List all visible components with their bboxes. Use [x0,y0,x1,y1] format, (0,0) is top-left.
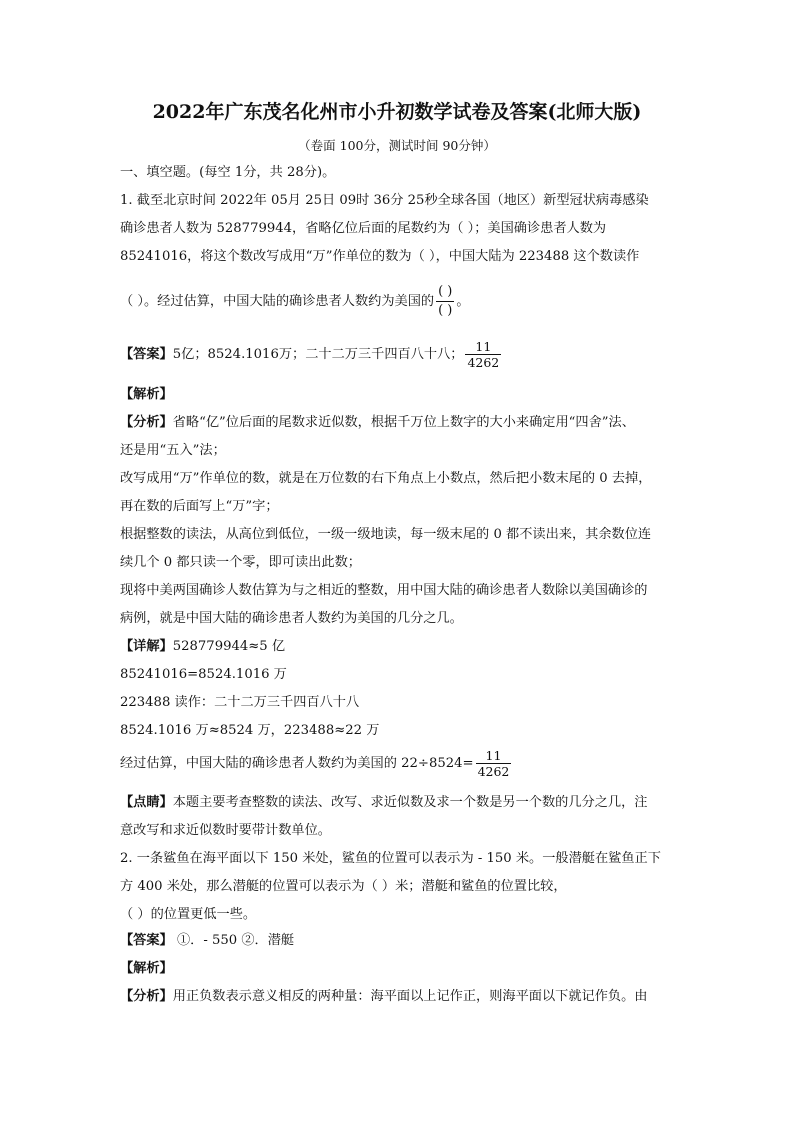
q1-xiangjie-text1: 528779944≈5 亿 [172,639,286,654]
q1-xiangjie-denominator: 4262 [477,764,510,779]
q1-blank-fraction [436,283,454,320]
q1-line4-text: （ ）。经过估算，中国大陆的确诊患者人数约为美国的 [120,294,435,309]
q1-fenxi-line4: 再在数的后面写上“万”字； [120,499,279,514]
q1-dianjing-line2: 意改写和求近似数时要带计数单位。 [120,823,331,838]
q1-line2: 确诊患者人数为 528779944，省略亿位后面的尾数约为（ ）；美国确诊患者人数为 [120,221,607,236]
q2-fenxi-text1: 用正负数表示意义相反的两种量：海平面以上记作正，则海平面以下就记作负。由 [172,989,648,1004]
q2-jiexi-label: 【解析】 [120,961,173,976]
q2-line2: 方 400 米处，那么潜艇的位置可以表示为（ ）米；潜艇和鲨鱼的位置比较， [120,879,567,894]
q1-line4-end: 。 [456,294,470,309]
q1-xiangjie-text5: 经过估算，中国大陆的确诊患者人数约为美国的 22÷8524= [120,756,474,771]
q1-xiangjie-line4: 8524.1016 万≈8524 万，223488≈22 万 [120,723,380,738]
q1-jiexi-label: 【解析】 [120,387,173,402]
page-subtitle: （卷面 100分，测试时间 90分钟） [298,138,496,153]
q2-fenxi-line1 [120,987,680,1007]
q1-fenxi-line1 [120,413,680,433]
q1-answer-fraction [465,339,501,370]
q1-dianjing-text1: 本题主要考查整数的读法、改写、求近似数及求一个数是另一个数的几分之几，注 [172,795,648,810]
q2-line1: 2. 一条鲨鱼在海平面以下 150 米处，鲨鱼的位置可以表示为 - 150 米。一般潜艇在鲨鱼正下 [120,851,661,866]
q1-fenxi-line5: 根据整数的读法，从高位到低位，一级一级地读，每一级末尾的 0 都不读出来，其余数位连 [120,527,652,542]
q1-answer [120,337,680,373]
q1-answer-denominator: 4262 [467,355,500,370]
q1-fenxi-text1: 省略“亿”位后面的尾数求近似数，根据千万位上数字的大小来确定用“四舍”法、 [172,415,635,430]
q1-line3: 85241016，将这个数改写成用“万”作单位的数为（ ），中国大陆为 223488 这个数读作 [120,249,640,264]
q1-answer-numerator: 11 [475,339,492,354]
q1-answer-text: 5亿；8524.1016万；二十二万三千四百八十八； [172,347,464,362]
q2-answer [120,931,680,951]
q1-xiangjie-line2: 85241016=8524.1016 万 [120,667,287,682]
q1-fenxi-line2: 还是用“五入”法； [120,443,226,458]
section-heading: 一、填空题。(每空 1分，共 28分)。 [120,165,336,180]
q1-fenxi-line3: 改写成用“万”作单位的数，就是在万位数的右下角点上小数点，然后把小数末尾的 0 去掉， [120,471,652,486]
q1-xiangjie-label: 【详解】 [120,639,173,654]
q1-xiangjie-line1 [120,637,680,657]
q1-blank-numerator: ( ) [438,284,453,299]
page-title: 2022年广东茂名化州市小升初数学试卷及答案(北师大版) [152,101,642,123]
q2-answer-text: ①．- 550 ②．潜艇 [172,933,295,948]
q2-fenxi-label: 【分析】 [120,989,173,1004]
q2-answer-label: 【答案】 [120,933,173,948]
q1-answer-label: 【答案】 [120,347,173,362]
q1-fenxi-label: 【分析】 [120,415,173,430]
q1-fenxi-line8: 病例，就是中国大陆的确诊患者人数约为美国的几分之几。 [120,611,463,626]
q1-fenxi-line7: 现将中美两国确诊人数估算为与之相近的整数，用中国大陆的确诊患者人数除以美国确诊的 [120,583,648,598]
q1-line4 [120,282,680,322]
q1-dianjing-label: 【点睛】 [120,795,173,810]
q2-line3: （ ）的位置更低一些。 [120,907,257,922]
q1-blank-denominator: ( ) [438,303,453,318]
q1-fenxi-line6: 续几个 0 都只读一个零，即可读出此数； [120,555,361,570]
q1-dianjing-line1 [120,793,680,813]
q1-line1: 1. 截至北京时间 2022年 05月 25日 09时 36分 25秒全球各国（地区）新型冠状病毒感染 [120,193,649,208]
q1-xiangjie-line5 [120,744,680,784]
q1-xiangjie-numerator: 11 [485,748,502,763]
q1-xiangjie-line3: 223488 读作：二十二万三千四百八十八 [120,695,360,710]
q1-xiangjie-fraction [476,748,512,779]
